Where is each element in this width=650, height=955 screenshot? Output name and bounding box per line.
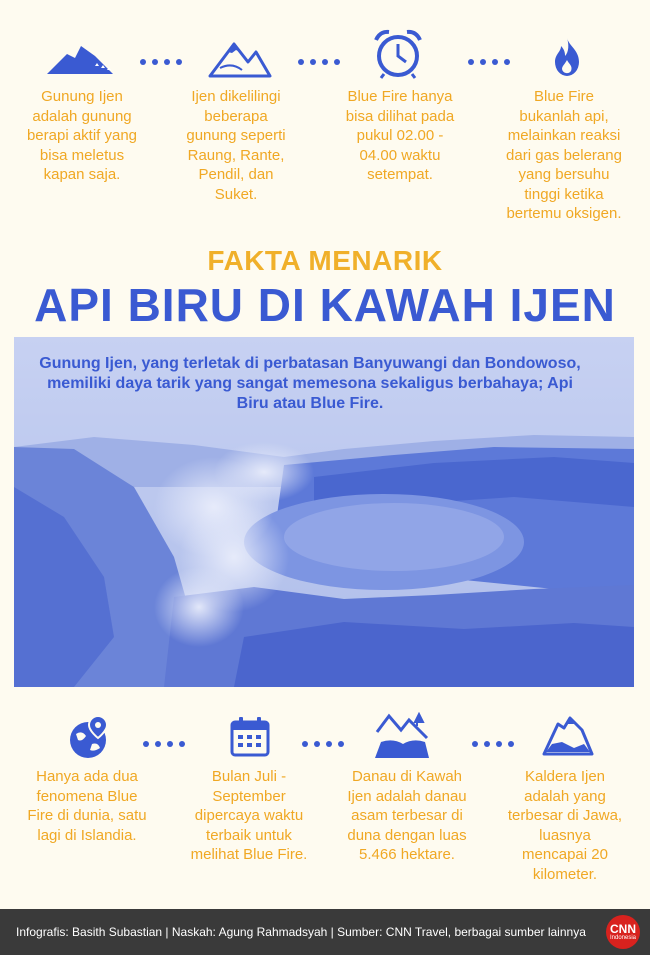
fact-blue-fire-reaction: Blue Fire bukanlah api, melainkan reaksi dari gas belerang yang bersuhu tinggi ketika bertemu oksigen. [506,88,622,222]
mountain-icon [45,42,115,76]
credits-text: Infografis: Basith Subastian | Naskah: Agung Rahmadsyah | Sumber: CNN Travel, berbagai sumber lainnya [16,925,586,939]
fact-acid-lake: Danau di Kawah Ijen adalah danau asam terbesar di duna dengan luas 5.466 hektare. [347,768,467,863]
fact-active-volcano: Gunung Ijen adalah gunung berapi aktif yang bisa meletus kapan saja. [26,88,138,183]
alarm-clock-icon [372,28,424,80]
connector-dots [472,741,514,747]
fire-icon [551,36,583,78]
fact-surrounding-mountains: Ijen dikelilingi beberapa gunung seperti Raung, Rante, Pendil, dan Suket. [186,88,286,203]
globe-pin-icon [66,714,112,760]
calendar-icon [229,716,271,758]
lake-icon [373,712,431,760]
fact-caldera-size: Kaldera Ijen adalah yang terbesar di Jawa, luasnya mencapai 20 kilometer. [507,768,623,883]
connector-dots [298,59,340,65]
logo-main: CNN [610,922,636,936]
fact-best-months: Bulan Juli - September dipercaya waktu terbaik untuk melihat Blue Fire. [190,768,308,863]
mountains-icon [208,38,272,78]
page-title: API BIRU DI KAWAH IJEN [34,279,616,331]
cnn-indonesia-logo [606,915,640,949]
connector-dots [140,59,182,65]
fact-two-blue-fires: Hanya ada dua fenomena Blue Fire di dunia, satu lagi di Islandia. [27,768,147,844]
logo-sub: Indonesia [609,935,637,941]
caldera-icon [542,714,594,756]
connector-dots [468,59,510,65]
fact-viewing-time: Blue Fire hanya bisa dilihat pada pukul 02.00 - 04.00 waktu setempat. [345,88,455,183]
connector-dots [143,741,185,747]
connector-dots [302,741,344,747]
footer-bar [0,909,650,955]
intro-text: Gunung Ijen, yang terletak di perbatasan Banyuwangi dan Bondowoso, memiliki daya tarik yang sangat memesona sekaligus berbahaya; Api Biru atau Blue Fire. [39,355,581,412]
subtitle: FAKTA MENARIK [207,245,443,276]
